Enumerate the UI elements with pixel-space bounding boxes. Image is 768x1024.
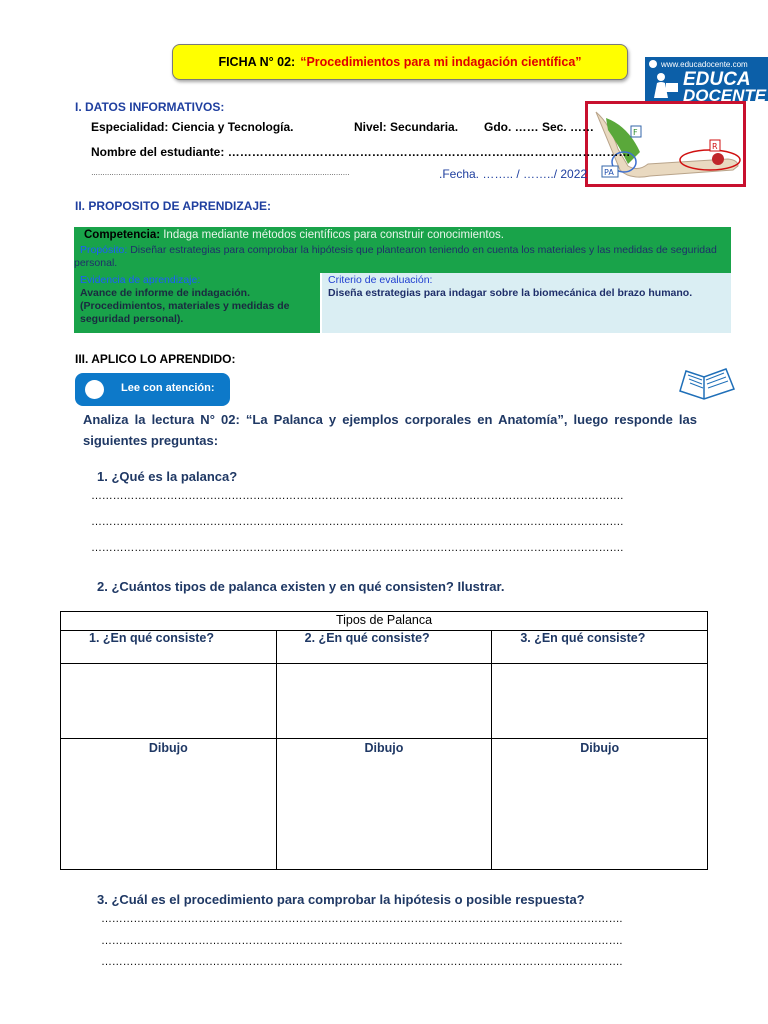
- criterio-cell: [322, 273, 731, 333]
- lever-1-description-cell[interactable]: [61, 664, 277, 739]
- teacher-silhouette-icon: [651, 71, 679, 99]
- figure-label-pa: PA: [604, 168, 614, 177]
- logo-word-bottom: DOCENTE: [683, 86, 767, 101]
- especialidad-field: Especialidad: Ciencia y Tecnología.: [91, 120, 294, 134]
- arm-lever-illustration: [588, 104, 743, 184]
- competencia-label: Competencia:: [84, 229, 161, 241]
- read-attention-badge: [75, 373, 230, 406]
- answer-line-3b[interactable]: ……………………………………………………………………………………………………………………………….: [101, 935, 623, 947]
- lever-1-drawing-cell[interactable]: Dibujo: [61, 739, 277, 870]
- figure-label-r: R: [712, 142, 718, 151]
- lever-table-title: Tipos de Palanca: [61, 612, 708, 631]
- proposito-label: Propósito:: [80, 244, 128, 256]
- answer-line-1a[interactable]: ………………………………………………………………………………………………………………………………….: [91, 490, 624, 502]
- logo-url: www.educadocente.com: [661, 60, 748, 69]
- evidencia-text: Avance de informe de indagación. (Procedimientos, materiales y medidas de seguridad personal).: [80, 287, 290, 325]
- criterio-text: Diseña estrategias para indagar sobre la biomecánica del brazo humano.: [328, 287, 693, 299]
- purpose-table: [74, 227, 731, 333]
- evidencia-label: Evidencia de aprendizaje:: [80, 274, 201, 286]
- educadocente-logo: [645, 57, 768, 101]
- signature-line: ……………………………………………………………………………………………………: [91, 170, 350, 177]
- lever-types-table: [60, 611, 708, 870]
- student-name-field[interactable]: Nombre del estudiante: ………………………………………………………………..………………………: [91, 145, 631, 159]
- criterio-label: Criterio de evaluación:: [328, 274, 433, 286]
- competencia-row: [74, 227, 731, 244]
- answer-line-1c[interactable]: ………………………………………………………………………………………………………………………………….: [91, 542, 624, 554]
- logo-word-top: EDUCA: [683, 69, 751, 90]
- title-prefix: FICHA N° 02:: [218, 55, 296, 69]
- lever-3-drawing-cell[interactable]: Dibujo: [492, 739, 708, 870]
- lever-col-3-header: 3. ¿En qué consiste?: [492, 631, 708, 664]
- proposito-text: Diseñar estrategias para comprobar la hipótesis que plantearon teniendo en cuenta los materiales y las medidas de seguridad personal.: [74, 244, 717, 269]
- answer-line-3c[interactable]: ……………………………………………………………………………………………………………………………….: [101, 956, 623, 968]
- grado-seccion-field: Gdo. …… Sec. ……: [484, 120, 595, 134]
- section-3-heading: III. APLICO LO APRENDIDO:: [75, 352, 236, 366]
- open-book-icon: [676, 363, 738, 403]
- lever-3-description-cell[interactable]: [492, 664, 708, 739]
- title-highlight: “Procedimientos para mi indagación científica”: [300, 55, 582, 69]
- question-3: 3. ¿Cuál es el procedimiento para comprobar la hipótesis o posible respuesta?: [97, 892, 585, 907]
- question-2: 2. ¿Cuántos tipos de palanca existen y en qué consisten? Ilustrar.: [97, 579, 505, 594]
- figure-label-f: F: [633, 128, 638, 137]
- reading-instruction: Analiza la lectura N° 02: “La Palanca y ejemplos corporales en Anatomía”, luego responde las siguientes preguntas:: [83, 412, 697, 448]
- arm-lever-figure: [585, 101, 746, 187]
- lever-col-2-header: 2. ¿En qué consiste?: [276, 631, 492, 664]
- evidencia-cell: [74, 273, 320, 333]
- answer-line-1b[interactable]: ………………………………………………………………………………………………………………………………….: [91, 516, 624, 528]
- section-1-heading: I. DATOS INFORMATIVOS:: [75, 100, 225, 114]
- competencia-text: Indaga mediante métodos científicos para construir conocimientos.: [160, 229, 504, 241]
- worksheet-title: [172, 44, 628, 80]
- circle-icon: [85, 380, 104, 399]
- date-field[interactable]: .Fecha. …….. / ……../ 2022: [439, 167, 588, 181]
- lever-2-description-cell[interactable]: [276, 664, 492, 739]
- section-2-heading: II. PROPOSITO DE APRENDIZAJE:: [75, 199, 272, 213]
- globe-icon: [649, 60, 657, 68]
- proposito-row: [74, 244, 731, 273]
- read-attention-label: Lee con atención:: [121, 382, 215, 394]
- nivel-field: Nivel: Secundaria.: [354, 120, 459, 134]
- lever-2-drawing-cell[interactable]: Dibujo: [276, 739, 492, 870]
- lever-col-1-header: 1. ¿En qué consiste?: [61, 631, 277, 664]
- question-1: 1. ¿Qué es la palanca?: [97, 469, 238, 484]
- answer-line-3a[interactable]: ……………………………………………………………………………………………………………………………….: [101, 913, 623, 925]
